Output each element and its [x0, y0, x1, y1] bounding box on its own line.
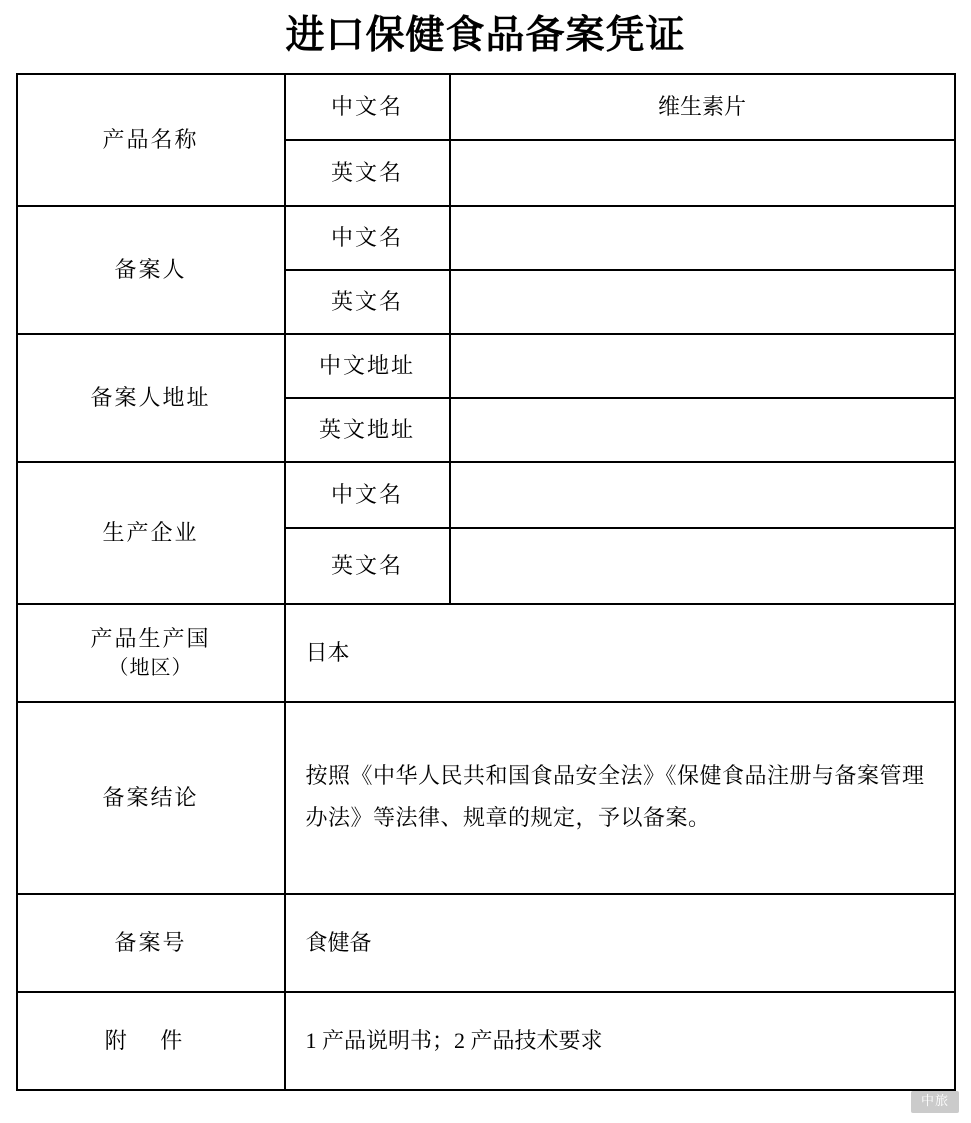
sublabel-registrant-address-en: 英文地址 [285, 398, 450, 462]
value-registrant-address-cn [450, 334, 955, 398]
table-row [17, 992, 955, 1090]
sublabel-registrant-en: 英文名 [285, 270, 450, 334]
table-row [17, 334, 955, 398]
value-registrant-cn [450, 206, 955, 270]
table-row [17, 604, 955, 702]
row-label-manufacturer: 生产企业 [17, 462, 285, 604]
record-certificate-table [16, 73, 956, 1091]
row-label-registrant: 备案人 [17, 206, 285, 334]
value-conclusion: 按照《中华人民共和国食品安全法》《保健食品注册与备案管理办法》等法律、规章的规定，予以备案。 [285, 702, 955, 894]
row-label-record-number: 备案号 [17, 894, 285, 992]
table-row [17, 462, 955, 528]
watermark-logo: 中旅 [911, 1091, 959, 1113]
value-registrant-en [450, 270, 955, 334]
value-attachment: 1 产品说明书；2 产品技术要求 [285, 992, 955, 1090]
table-row [17, 74, 955, 140]
row-label-attachment: 附 件 [17, 992, 285, 1090]
value-product-name-cn: 维生素片 [450, 74, 955, 140]
row-label-country-sub: （地区） [108, 657, 193, 680]
value-product-name-en [450, 140, 955, 206]
row-label-country [17, 604, 285, 702]
row-label-conclusion: 备案结论 [17, 702, 285, 894]
row-label-country-main: 产品生产国 [90, 625, 211, 651]
sublabel-product-name-en: 英文名 [285, 140, 450, 206]
page-title: 进口保健食品备案凭证 [285, 13, 686, 58]
row-label-registrant-address: 备案人地址 [17, 334, 285, 462]
row-label-product-name: 产品名称 [17, 74, 285, 206]
sublabel-manufacturer-en: 英文名 [285, 528, 450, 604]
sublabel-product-name-cn: 中文名 [285, 74, 450, 140]
sublabel-manufacturer-cn: 中文名 [285, 462, 450, 528]
sublabel-registrant-address-cn: 中文地址 [285, 334, 450, 398]
table-row [17, 702, 955, 894]
table-row [17, 206, 955, 270]
sublabel-registrant-cn: 中文名 [285, 206, 450, 270]
value-country: 日本 [285, 604, 955, 702]
value-record-number: 食健备 [285, 894, 955, 992]
value-registrant-address-en [450, 398, 955, 462]
table-row [17, 894, 955, 992]
value-manufacturer-cn [450, 462, 955, 528]
value-manufacturer-en [450, 528, 955, 604]
